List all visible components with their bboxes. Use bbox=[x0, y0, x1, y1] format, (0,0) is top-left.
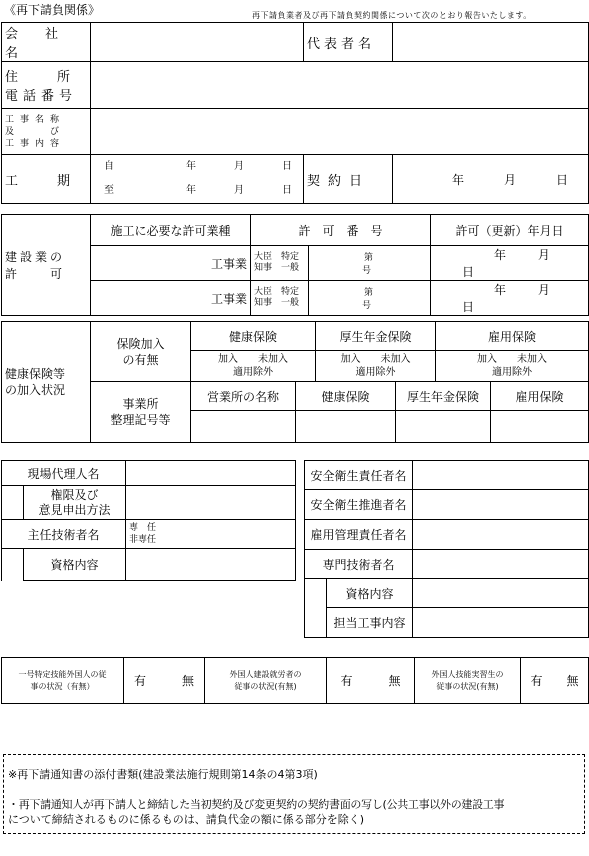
insurance-section-label bbox=[2, 322, 91, 443]
address-phone-label bbox=[2, 62, 91, 109]
license-month-1: 月 bbox=[537, 248, 550, 262]
health-insurance-header: 健康保険 bbox=[191, 322, 316, 351]
license-day-2: 日 bbox=[462, 300, 475, 314]
qualification2-label: 資格内容 bbox=[327, 579, 413, 608]
trainee-yes-no[interactable] bbox=[521, 658, 589, 704]
address-field[interactable] bbox=[91, 62, 589, 109]
office-pension-header: 厚生年金保険 bbox=[396, 382, 491, 411]
personnel-right-table bbox=[304, 460, 589, 638]
license-type-1[interactable]: 工事業 bbox=[91, 246, 251, 281]
foreign-workers-table bbox=[1, 657, 589, 704]
license-section-label-line1: 建設業の bbox=[5, 250, 66, 264]
dai-1: 第 bbox=[364, 253, 374, 263]
specified-skill-label-line2: 事の状況（有無） bbox=[30, 681, 95, 691]
insurance-section-label-line2: の加入状況 bbox=[5, 383, 66, 397]
assigned-work-indent bbox=[305, 608, 327, 638]
office-health-field[interactable] bbox=[296, 411, 396, 443]
enrollment-label-line2: の有無 bbox=[122, 352, 159, 367]
license-date-2[interactable] bbox=[431, 281, 589, 316]
safety-promoter-label: 安全衛生推進者名 bbox=[305, 490, 413, 520]
specialist-label: 専門技術者名 bbox=[305, 550, 413, 579]
authority-field[interactable] bbox=[126, 486, 296, 520]
construction-worker-no[interactable]: 無 bbox=[388, 674, 401, 688]
company-name-field[interactable] bbox=[91, 23, 304, 62]
qualification-field[interactable] bbox=[126, 549, 296, 581]
pension-options: 加入 未加入 bbox=[340, 354, 411, 365]
license-section-label bbox=[2, 215, 91, 316]
minister-special-1: 大臣 特定 bbox=[254, 252, 300, 262]
work-name-label-line3: 工事内容 bbox=[5, 138, 66, 149]
governor-general-1: 知事 一般 bbox=[254, 263, 300, 273]
period-field[interactable] bbox=[91, 155, 304, 204]
license-type-header: 施工に必要な許可業種 bbox=[91, 215, 251, 246]
report-statement: 再下請負業者及び再下請負契約関係について次のとおり報告いたします。 bbox=[252, 11, 532, 20]
trainee-label bbox=[415, 658, 521, 704]
from-label: 自 bbox=[104, 161, 114, 172]
authority-label-line1: 権限及び bbox=[50, 487, 99, 502]
contract-date-field[interactable] bbox=[393, 155, 589, 204]
employment-insurance-header: 雇用保険 bbox=[436, 322, 589, 351]
from-month: 月 bbox=[234, 161, 244, 172]
pension-header: 厚生年金保険 bbox=[316, 322, 436, 351]
specified-skill-label-line1: 一号特定技能外国人の従 bbox=[18, 669, 107, 679]
note-line-3: について締結されるものに係るものは、請負代金の額に係る部分を除く) bbox=[8, 813, 365, 826]
period-label: 工 期 bbox=[2, 155, 91, 204]
authority-label bbox=[24, 486, 126, 520]
enrollment-label-line1: 保険加入 bbox=[116, 336, 165, 351]
dai-2: 第 bbox=[364, 288, 374, 298]
office-code-label-line1: 事業所 bbox=[122, 397, 159, 411]
construction-worker-label bbox=[205, 658, 327, 704]
site-agent-label: 現場代理人名 bbox=[2, 461, 126, 486]
specialist-field[interactable] bbox=[413, 550, 589, 579]
license-number-header: 許 可 番 号 bbox=[251, 215, 431, 246]
dedicated-label: 専 任 bbox=[129, 523, 157, 533]
office-employment-header: 雇用保険 bbox=[491, 382, 589, 411]
office-code-label bbox=[91, 382, 191, 443]
health-enrollment-field[interactable] bbox=[191, 351, 316, 382]
license-date-1[interactable] bbox=[431, 246, 589, 281]
contract-day: 日 bbox=[556, 172, 569, 187]
license-type-2[interactable]: 工事業 bbox=[91, 281, 251, 316]
office-pension-field[interactable] bbox=[396, 411, 491, 443]
work-name-label-line2: 及 び bbox=[5, 126, 66, 137]
form-title: 《再下請負関係》 bbox=[4, 3, 101, 17]
enrollment-label bbox=[91, 322, 191, 382]
contract-date-row bbox=[396, 171, 585, 188]
license-authority-2[interactable] bbox=[251, 281, 309, 316]
period-to-row bbox=[94, 179, 300, 203]
contract-date-label: 契約日 bbox=[304, 155, 393, 204]
note-line-1: ※再下請通知書の添付書類(建設業法施行規則第14条の4第3項) bbox=[8, 768, 318, 781]
specified-skill-yes[interactable]: 有 bbox=[133, 674, 146, 688]
employment-enrollment-field[interactable] bbox=[436, 351, 589, 382]
governor-general-2: 知事 一般 bbox=[254, 298, 300, 308]
assigned-work-field[interactable] bbox=[413, 608, 589, 638]
company-name-label: 会 社 名 bbox=[2, 23, 91, 62]
work-name-field[interactable] bbox=[91, 109, 589, 155]
construction-worker-yes-no[interactable] bbox=[327, 658, 415, 704]
safety-manager-field[interactable] bbox=[413, 461, 589, 490]
office-name-header: 営業所の名称 bbox=[191, 382, 296, 411]
specified-skill-no[interactable]: 無 bbox=[182, 674, 195, 688]
license-year-2: 年 bbox=[494, 283, 507, 297]
qualification-indent bbox=[2, 549, 24, 581]
authority-indent bbox=[2, 486, 24, 520]
work-name-label-line1: 工事名称 bbox=[5, 114, 66, 125]
insurance-section-label-line1: 健康保険等 bbox=[5, 367, 66, 381]
safety-manager-label: 安全衛生責任者名 bbox=[305, 461, 413, 490]
non-dedicated-label: 非専任 bbox=[129, 535, 157, 545]
construction-worker-yes[interactable]: 有 bbox=[340, 674, 353, 688]
work-name-label bbox=[2, 109, 91, 155]
qualification2-field[interactable] bbox=[413, 579, 589, 608]
to-day: 日 bbox=[282, 185, 292, 196]
license-number-1[interactable] bbox=[309, 246, 431, 281]
trainee-label-line2: 従事の状況(有無) bbox=[436, 681, 499, 691]
qualification2-indent bbox=[305, 579, 327, 608]
phone-label: 電話番号 bbox=[5, 89, 78, 104]
trainee-label-line1: 外国人技能実習生の bbox=[431, 669, 504, 679]
employment-manager-label: 雇用管理責任者名 bbox=[305, 520, 413, 550]
license-month-2: 月 bbox=[537, 283, 550, 297]
period-from-row bbox=[94, 155, 300, 179]
license-authority-1[interactable] bbox=[251, 246, 309, 281]
construction-worker-label-line2: 従事の状況(有無) bbox=[234, 681, 297, 691]
office-employment-field[interactable] bbox=[491, 411, 589, 443]
employment-options: 加入 未加入 bbox=[477, 354, 548, 365]
license-year-1: 年 bbox=[494, 248, 507, 262]
specified-skill-yes-no[interactable] bbox=[124, 658, 205, 704]
license-number-2[interactable] bbox=[309, 281, 431, 316]
qualification-label: 資格内容 bbox=[24, 549, 126, 581]
employment-excluded: 適用除外 bbox=[492, 367, 533, 378]
attachment-notes-box bbox=[3, 754, 585, 834]
pension-enrollment-field[interactable] bbox=[316, 351, 436, 382]
note-line-2: ・再下請通知人が再下請人と締結した当初契約及び変更契約の契約書面の写し(公共工事以外の建設工事 bbox=[8, 798, 505, 811]
office-health-header: 健康保険 bbox=[296, 382, 396, 411]
safety-promoter-field[interactable] bbox=[413, 490, 589, 520]
employment-manager-field[interactable] bbox=[413, 520, 589, 550]
to-month: 月 bbox=[234, 185, 244, 196]
site-agent-field[interactable] bbox=[126, 461, 296, 486]
assigned-work-label: 担当工事内容 bbox=[327, 608, 413, 638]
chief-engineer-label: 主任技術者名 bbox=[2, 520, 126, 549]
health-options: 加入 未加入 bbox=[218, 354, 288, 365]
specified-skill-label bbox=[2, 658, 124, 704]
health-excluded: 適用除外 bbox=[233, 367, 273, 378]
authority-label-line2: 意見申出方法 bbox=[38, 502, 111, 517]
to-year: 年 bbox=[186, 185, 196, 196]
pension-excluded: 適用除外 bbox=[355, 367, 396, 378]
from-year: 年 bbox=[186, 161, 196, 172]
construction-worker-label-line1: 外国人建設就労者の bbox=[229, 669, 302, 679]
personnel-left-table bbox=[1, 460, 296, 581]
contract-year: 年 bbox=[452, 172, 465, 187]
office-name-field[interactable] bbox=[191, 411, 296, 443]
from-day: 日 bbox=[282, 161, 292, 172]
gou-2: 号 bbox=[362, 301, 372, 311]
chief-engineer-field[interactable] bbox=[126, 520, 296, 549]
gou-1: 号 bbox=[362, 266, 372, 276]
representative-field[interactable] bbox=[393, 23, 589, 62]
representative-label: 代表者名 bbox=[304, 23, 393, 62]
contract-month: 月 bbox=[504, 172, 517, 187]
license-date-header: 許可（更新）年月日 bbox=[431, 215, 589, 246]
license-day-1: 日 bbox=[462, 265, 475, 279]
trainee-yes[interactable]: 有 bbox=[530, 674, 543, 688]
license-section-label-line2: 許 可 bbox=[5, 267, 66, 281]
to-label: 至 bbox=[104, 185, 114, 196]
company-table bbox=[1, 22, 589, 204]
minister-special-2: 大臣 特定 bbox=[254, 287, 300, 297]
address-label: 住 所 bbox=[5, 70, 71, 85]
trainee-no[interactable]: 無 bbox=[566, 674, 579, 688]
license-table bbox=[1, 214, 589, 316]
insurance-table bbox=[1, 321, 589, 443]
office-code-label-line2: 整理記号等 bbox=[110, 413, 171, 427]
